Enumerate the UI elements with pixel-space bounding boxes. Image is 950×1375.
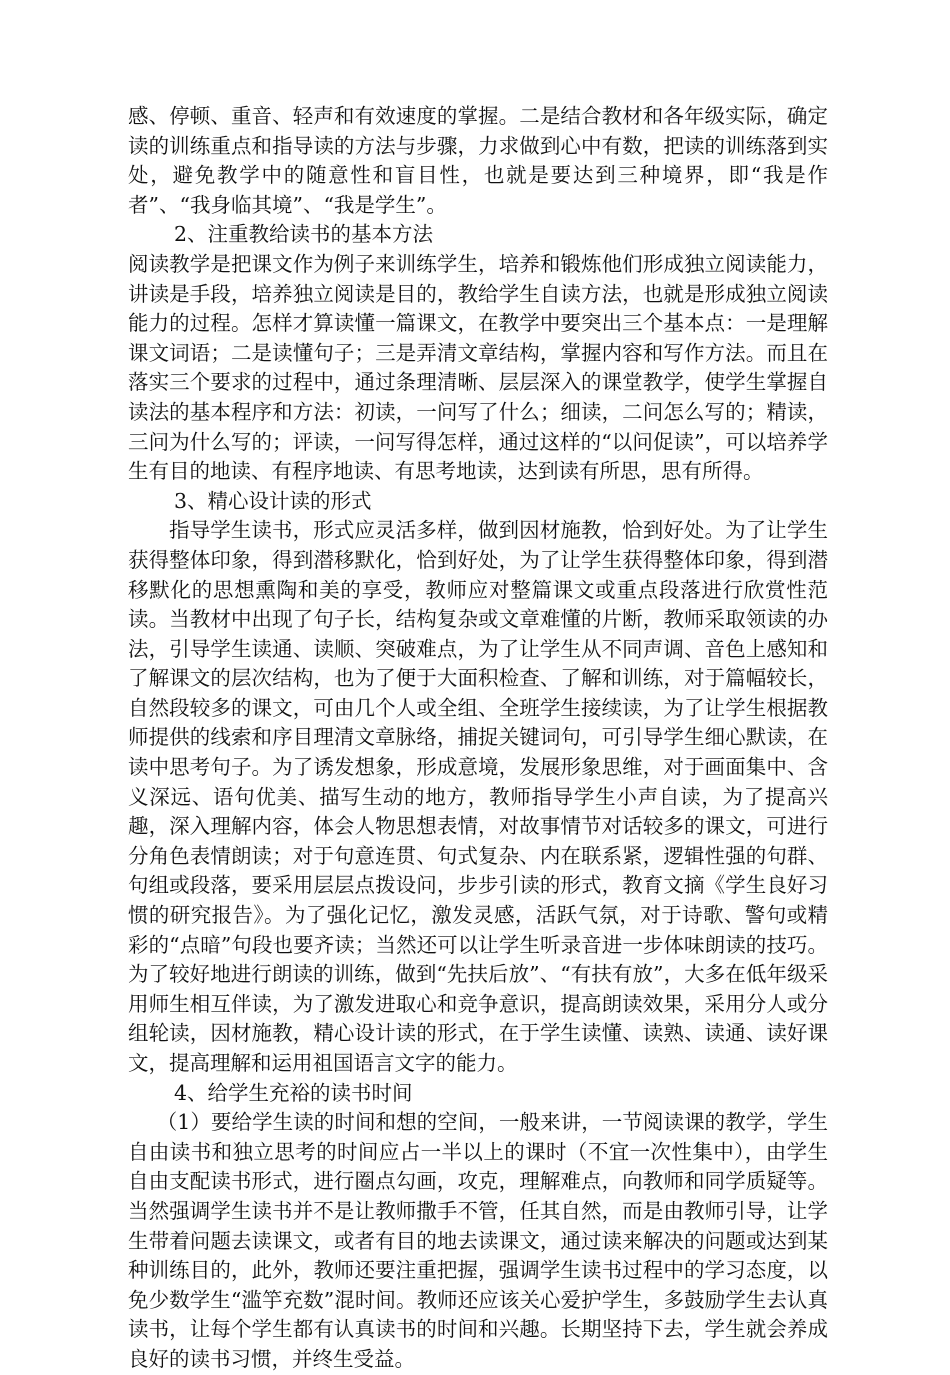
- section-heading-2: 2、注重教给读书的基本方法: [174, 222, 434, 247]
- body-paragraph-1: 感、停顿、重音、轻声和有效速度的掌握。二是结合教材和各年级实际，确定读的训练重点和指导读的方法与步骤，力求做到心中有数，把读的训练落到实处，避免教学中的随意性和盲目性，也就是要达到三种境界，即“我是作者”、“我身临其境”、“我是学生”。: [128, 104, 828, 217]
- body-paragraph-3: 指导学生读书，形式应灵活多样，做到因材施教，恰到好处。为了让学生获得整体印象，得到潜移默化，恰到好处，为了让学生获得整体印象，得到潜移默化的思想熏陶和美的享受，教师应对整篇课文或重点段落进行欣赏性范读。当教材中出现了句子长，结构复杂或文章难懂的片断，教师采取领读的办法，引导学生读通、读顺、突破难点，为了让学生从不同声调、音色上感知和了解课文的层次结构，也为了便于大面积检查、了解和训练，对于篇幅较长，自然段较多的课文，可由几个人或全组、全班学生接续读，为了让学生根据教师提供的线索和序目理清文章脉络，捕捉关键词句，可引导学生细心默读，在读中思考句子。为了诱发想象，形成意境，发展形象思维，对于画面集中、含义深远、语句优美、描写生动的地方，教师指导学生小声自读，为了提高兴趣，深入理解内容，体会人物思想表情，对故事情节对话较多的课文，可进行分角色表情朗读；对于句意连贯、句式复杂、内在联系紧，逻辑性强的句群、句组或段落，要采用层层点拨设问，步步引读的形式，教育文摘《学生良好习惯的研究报告》。为了强化记忆，激发灵感，活跃气氛，对于诗歌、警句或精彩的“点暗”句段也要齐读；当然还可以让学生听录音进一步体味朗读的技巧。为了较好地进行朗读的训练，做到“先扶后放”、“有扶有放”，大多在低年级采用师生相互伴读，为了激发进取心和竞争意识，提高朗读效果，采用分人或分组轮读，因材施教，精心设计读的形式，在于学生读懂、读熟、读通、读好课文，提高理解和运用祖国语言文字的能力。: [128, 518, 828, 1075]
- section-heading-4: 4、给学生充裕的读书时间: [174, 1080, 413, 1105]
- section-heading-3: 3、精心设计读的形式: [174, 488, 372, 513]
- document-page: [128, 102, 828, 1375]
- body-paragraph-4: （1）要给学生读的时间和想的空间，一般来讲，一节阅读课的教学，学生自由读书和独立思考的时间应占一半以上的课时（不宜一次性集中），由学生自由支配读书形式，进行圈点勾画，攻克，理解难点，向教师和同学质疑等。当然强调学生读书并不是让教师撒手不管，任其自然，而是由教师引导，让学生带着问题去读课文，或者有目的地去读课文，通过读来解决的问题或达到某种训练目的，此外，教师还要注重把握，强调学生读书过程中的学习态度，以免少数学生“滥竽充数”混时间。教师还应该关心爱护学生，多鼓励学生去认真读书，让每个学生都有认真读书的时间和兴趣。长期坚持下去，学生就会养成良好的读书习惯，并终生受益。: [128, 1110, 828, 1371]
- body-paragraph-2: 阅读教学是把课文作为例子来训练学生，培养和锻炼他们形成独立阅读能力，讲读是手段，培养独立阅读是目的，教给学生自读方法，也就是形成独立阅读能力的过程。怎样才算读懂一篇课文，在教学中要突出三个基本点：一是理解课文词语；二是读懂句子；三是弄清文章结构，掌握内容和写作方法。而且在落实三个要求的过程中，通过条理清晰、层层深入的课堂教学，使学生掌握自读法的基本程序和方法：初读，一问写了什么；细读，二问怎么写的；精读，三问为什么写的；评读，一问写得怎样，通过这样的“以问促读”，可以培养学生有目的地读、有程序地读、有思考地读，达到读有所思，思有所得。: [128, 251, 828, 484]
